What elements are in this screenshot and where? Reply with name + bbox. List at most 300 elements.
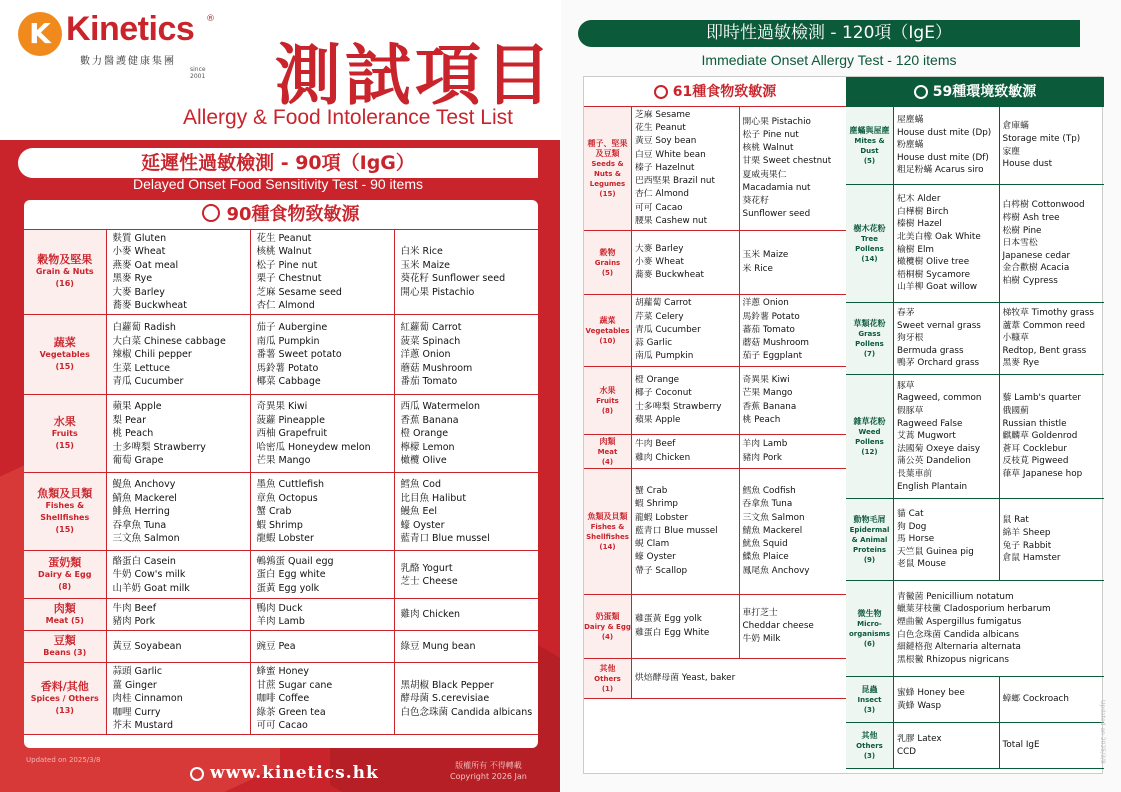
allergen-group-row xyxy=(846,303,1104,375)
allergen-group-label xyxy=(846,375,894,498)
food-group-row xyxy=(24,631,538,663)
allergen-item: 菠蘿 Pineapple xyxy=(256,414,325,426)
copyright-en: Copyright 2026 Jan xyxy=(450,772,527,781)
food-group-row xyxy=(24,315,538,395)
allergen-item: Total IgE xyxy=(1002,740,1040,751)
allergen-item: 俄國薊 xyxy=(1002,406,1029,417)
allergen-item: Sweet vernal grass xyxy=(897,320,981,331)
allergen-item: 狗 Dog xyxy=(897,521,927,532)
group-count: (4) xyxy=(601,632,614,641)
group-en: Mites & Dust xyxy=(854,136,885,155)
allergen-column xyxy=(1000,375,1105,498)
allergen-item: 藍青口 Blue mussel xyxy=(400,533,490,545)
food-column xyxy=(394,230,538,315)
allergen-column xyxy=(632,107,740,230)
group-zh: 魚類及貝類 xyxy=(587,511,628,521)
group-en: Epidermal & Animal Proteins xyxy=(849,525,890,554)
food-column xyxy=(394,551,538,599)
group-zh: 奶蛋類 xyxy=(595,611,620,621)
group-en: Grains xyxy=(594,258,621,267)
allergen-item: 開心果 Pistachio xyxy=(400,286,475,298)
allergen-item: 蕎麥 Buckwheat xyxy=(112,300,187,312)
group-name-zh: 穀物及堅果 xyxy=(37,253,93,267)
allergen-item: 杏仁 Almond xyxy=(635,189,689,200)
allergen-item: 開心果 Pistachio xyxy=(742,116,811,127)
allergen-item: 燕麥 Oat meal xyxy=(112,259,179,271)
group-name-en: Spices / Others xyxy=(30,693,99,703)
group-name-zh: 水果 xyxy=(53,414,76,428)
allergen-item: 蠟葉芽枝黴 Cladosporium herbarum xyxy=(897,604,1051,615)
allergen-group-label xyxy=(846,723,894,768)
allergen-item: 香蕉 Banana xyxy=(400,414,459,426)
group-count: (4) xyxy=(601,457,614,466)
allergen-item: 蝦 Shrimp xyxy=(256,519,303,531)
allergen-item: 鴨肉 Duck xyxy=(256,602,303,614)
allergen-item: 鯡魚 Herring xyxy=(112,506,170,518)
group-count: (15) xyxy=(55,524,74,534)
allergen-group-label xyxy=(584,595,632,658)
allergen-group-row xyxy=(846,581,1104,677)
allergen-item: 米 Rice xyxy=(742,263,773,274)
allergen-item: 菠菜 Spinach xyxy=(400,335,461,347)
allergen-item: 白蘿蔔 Radish xyxy=(112,322,176,334)
allergen-item: 青瓜 Cucumber xyxy=(112,376,184,388)
allergen-item: 榆樹 Elm xyxy=(897,244,934,255)
allergen-column xyxy=(740,435,847,468)
allergen-item: 葵花籽 xyxy=(742,195,769,206)
env-allergen-header xyxy=(846,77,1104,107)
allergen-column xyxy=(740,367,847,434)
allergen-item: 龍蝦 Lobster xyxy=(635,512,689,523)
allergen-item: 芹菜 Celery xyxy=(635,311,684,322)
allergen-item: 辣椒 Chili pepper xyxy=(112,349,192,361)
allergen-item: 蟹 Crab xyxy=(256,506,292,518)
igg-card-header xyxy=(24,200,538,230)
apple-icon xyxy=(202,204,220,222)
group-zh: 肉類 xyxy=(599,436,616,446)
allergen-item: 蕎麥 Buckwheat xyxy=(635,270,704,281)
allergen-item: 椰菜 Cabbage xyxy=(256,376,321,388)
allergen-item: Cheddar cheese xyxy=(742,620,814,631)
allergen-item: 梧桐樹 Sycamore xyxy=(897,269,970,280)
group-en: Weed Pollens xyxy=(855,427,884,446)
food-group-row xyxy=(24,599,538,631)
page-subtitle: Allergy & Food Intolerance Test List xyxy=(183,106,513,129)
allergen-item: 玉米 Maize xyxy=(400,259,451,271)
food-allergen-table xyxy=(584,107,846,699)
allergen-item: 龍蝦 Lobster xyxy=(256,533,314,545)
group-zh: 種子、堅果及豆類 xyxy=(587,138,628,158)
allergen-item: 白米 Rice xyxy=(400,246,443,258)
allergen-item: 鯖魚 Mackerel xyxy=(112,492,177,504)
allergen-item: 洋蔥 Onion xyxy=(400,349,451,361)
allergen-item: 蟹 Crab xyxy=(635,486,668,497)
group-en: Dairy & Egg xyxy=(584,622,631,631)
allergen-item: 梨 Pear xyxy=(112,414,146,426)
allergen-item: 奇異果 Kiwi xyxy=(742,375,790,386)
allergen-item: 芒果 Mango xyxy=(742,388,793,399)
allergen-item: 白梣樹 Cottonwood xyxy=(1002,200,1085,211)
group-count: (8) xyxy=(601,406,614,415)
allergen-item: 榛子 Hazelnut xyxy=(635,162,695,173)
allergen-item: 小麥 Wheat xyxy=(635,256,684,267)
allergen-item: 蕃茄 Tomato xyxy=(742,324,795,335)
allergen-group-label xyxy=(584,231,632,294)
allergen-item: 雞肉 Chicken xyxy=(400,609,461,621)
allergen-item: 細鏈格孢 Alternaria alternata xyxy=(897,642,1021,653)
allergen-item: 黃蜂 Wasp xyxy=(897,700,942,711)
allergen-item: 帶子 Scallop xyxy=(635,565,688,576)
allergen-item: 馬 Horse xyxy=(897,534,935,545)
allergen-item: 咖哩 Curry xyxy=(112,706,161,718)
allergen-item: 大麥 Barley xyxy=(635,243,684,254)
allergen-column xyxy=(740,295,847,366)
group-name-zh: 魚類及貝類 xyxy=(37,486,93,500)
food-column xyxy=(394,599,538,631)
allergen-group-label xyxy=(584,469,632,594)
allergen-item: 青黴菌 Penicillium notatum xyxy=(897,591,1014,602)
group-en: Insect xyxy=(857,695,882,704)
group-zh: 微生物 xyxy=(857,608,882,618)
food-column xyxy=(394,315,538,395)
allergen-item: 白豆 White bean xyxy=(635,149,706,160)
allergen-item: 生菜 Lettuce xyxy=(112,362,171,374)
allergen-item: 煙曲黴 Aspergillus fumigatus xyxy=(897,616,1022,627)
group-count: (14) xyxy=(599,542,616,551)
group-count: (12) xyxy=(861,447,878,456)
allergen-item: 花生 Peanut xyxy=(256,233,312,244)
group-name-zh: 豆類 xyxy=(53,633,76,647)
allergen-item: 葎草 Japanese hop xyxy=(1002,468,1083,479)
allergen-item: 車打芝士 xyxy=(742,607,778,618)
allergen-item: 貓 Cat xyxy=(897,509,924,520)
paw-icon xyxy=(914,85,928,99)
logo-subtitle: 數力醫護健康集團 xyxy=(80,56,176,67)
allergen-item: 鰈魚 Plaice xyxy=(742,552,789,563)
group-zh: 其他 xyxy=(599,663,616,673)
allergen-item: 橄欖 Olive xyxy=(400,455,447,467)
allergen-item: 屋塵蟎 xyxy=(897,115,924,126)
allergen-item: 老鼠 Mouse xyxy=(897,559,946,570)
allergen-item: 乳膠 Latex xyxy=(897,733,942,744)
allergen-item: 番茄 Tomato xyxy=(400,376,458,388)
allergen-item: 栗子 Chestnut xyxy=(256,273,322,285)
logo-mark-icon: K xyxy=(18,12,62,56)
allergen-column xyxy=(740,595,847,658)
food-column xyxy=(106,315,250,395)
allergen-group-row xyxy=(584,469,846,595)
group-name-zh: 肉類 xyxy=(53,601,76,615)
allergen-group-row xyxy=(584,107,846,231)
allergen-item: 蜂蜜 Honey xyxy=(256,666,309,678)
allergen-group-label xyxy=(846,499,894,580)
updated-note-right: Updated on 2025/3/8 xyxy=(1099,700,1106,764)
allergen-item: 蒜 Garlic xyxy=(635,338,673,349)
allergen-item: 可可 Cacao xyxy=(635,202,683,213)
allergen-item: 麩質 Gluten xyxy=(112,233,167,244)
food-column xyxy=(106,473,250,551)
group-zh: 昆蟲 xyxy=(861,684,878,694)
food-column xyxy=(250,395,394,473)
left-page xyxy=(0,0,560,792)
allergen-group-row xyxy=(584,231,846,295)
group-count: (14) xyxy=(861,254,878,263)
allergen-item: 番薯 Sweet potato xyxy=(256,349,342,361)
allergen-item: 南瓜 Pumpkin xyxy=(635,351,694,362)
igg-card-title: 90種食物致敏源 xyxy=(226,204,360,225)
allergen-group-label xyxy=(584,107,632,230)
allergen-item: 蜆 Clam xyxy=(635,539,670,550)
allergen-item: 甘栗 Sweet chestnut xyxy=(742,156,832,167)
allergen-group-label xyxy=(846,581,894,676)
allergen-item: 鳳尾魚 Anchovy xyxy=(742,565,810,576)
group-name-zh: 蔬菜 xyxy=(53,335,76,349)
allergen-item: 倉庫蟎 xyxy=(1002,121,1029,132)
allergen-column xyxy=(740,469,847,594)
allergen-item: Macadamia nut xyxy=(742,182,811,193)
group-count: (15) xyxy=(55,361,74,371)
allergen-item: 麒麟草 Goldenrod xyxy=(1002,431,1078,442)
allergen-column xyxy=(1000,499,1105,580)
food-allergen-header xyxy=(584,77,846,107)
group-zh: 塵蟎與屋塵 xyxy=(849,125,890,135)
group-zh: 草類花粉 xyxy=(853,318,886,328)
allergen-item: 鴨茅 Orchard grass xyxy=(897,358,980,369)
food-group-label xyxy=(24,663,106,735)
allergen-item: 橄欖樹 Olive tree xyxy=(897,257,970,268)
allergen-item: 西柚 Grapefruit xyxy=(256,428,328,440)
globe-icon xyxy=(190,767,204,781)
allergen-item: 小麥 Wheat xyxy=(112,246,166,258)
allergen-group-label xyxy=(846,303,894,374)
allergen-column xyxy=(632,435,740,468)
group-count: (13) xyxy=(55,705,74,715)
allergen-item: 綠豆 Mung bean xyxy=(400,641,476,653)
allergen-item: 蛋黃 Egg yolk xyxy=(256,582,320,594)
allergen-item: 核桃 Walnut xyxy=(742,143,794,154)
allergen-item: 蛋白 Egg white xyxy=(256,569,326,581)
group-count: (16) xyxy=(55,279,74,289)
food-column xyxy=(394,663,538,735)
ige-card xyxy=(583,76,1103,774)
allergen-item: 小糠草 xyxy=(1002,333,1029,344)
allergen-column xyxy=(740,231,847,294)
allergen-column xyxy=(894,581,1104,676)
allergen-item: 大白菜 Chinese cabbage xyxy=(112,335,226,347)
food-column xyxy=(250,315,394,395)
group-name-en: Meat (5) xyxy=(45,615,84,625)
allergen-item: 羊肉 Lamb xyxy=(256,615,305,627)
allergen-item: 魷魚 Squid xyxy=(742,539,788,550)
group-count: (8) xyxy=(58,581,72,591)
group-name-en: Fishes & Shellfishes xyxy=(40,500,90,522)
allergen-item: 牛肉 Beef xyxy=(112,602,157,614)
allergen-item: 松子 Pine nut xyxy=(256,259,318,271)
group-zh: 樹木花粉 xyxy=(853,223,886,233)
group-en: Micro-organisms xyxy=(848,619,890,638)
allergen-item: 花生 Peanut xyxy=(635,123,686,134)
allergen-item: 吞拿魚 Tuna xyxy=(742,499,793,510)
allergen-column xyxy=(632,659,846,698)
allergen-item: 梣樹 Ash tree xyxy=(1002,213,1060,224)
allergen-item: 巴西堅果 Brazil nut xyxy=(635,176,715,187)
page-title: 測試項目 xyxy=(275,37,555,114)
allergen-item: 蘑菇 Mushroom xyxy=(742,338,809,349)
allergen-item: 比目魚 Halibut xyxy=(400,492,467,504)
allergen-item: 兔子 Rabbit xyxy=(1002,540,1052,551)
apple-icon xyxy=(654,85,668,99)
food-group-label xyxy=(24,395,106,473)
group-zh: 水果 xyxy=(599,385,616,395)
allergen-item: 章魚 Octopus xyxy=(256,492,318,504)
allergen-group-row xyxy=(584,295,846,367)
allergen-column xyxy=(632,469,740,594)
food-column xyxy=(106,230,250,315)
allergen-group-label xyxy=(584,295,632,366)
right-page xyxy=(561,0,1121,792)
group-zh: 穀物 xyxy=(599,247,616,257)
allergen-item: 黃豆 Soyabean xyxy=(112,641,182,653)
allergen-item: 柏樹 Cypress xyxy=(1002,275,1058,286)
allergen-item: 白色念珠菌 Candida albicans xyxy=(897,629,1019,640)
allergen-item: 橙 Orange xyxy=(400,428,449,440)
igg-food-table xyxy=(24,230,538,735)
allergen-item: Redtop, Bent grass xyxy=(1002,345,1087,356)
allergen-column xyxy=(894,107,1000,184)
allergen-item: 吞拿魚 Tuna xyxy=(112,519,167,531)
allergen-item: 酵母菌 S.cerevisiae xyxy=(400,693,490,705)
allergen-item: 馬鈴薯 Potato xyxy=(256,362,319,374)
allergen-column xyxy=(894,303,1000,374)
allergen-group-row xyxy=(846,185,1104,303)
allergen-item: 牛奶 Milk xyxy=(742,634,781,645)
allergen-item: 北美白橡 Oak White xyxy=(897,231,981,242)
allergen-item: 哈密瓜 Honeydew melon xyxy=(256,441,371,453)
allergen-item: 茄子 Aubergine xyxy=(256,322,328,334)
env-allergen-title: 59種環境致敏源 xyxy=(932,84,1037,100)
food-group-label xyxy=(24,473,106,551)
group-en: Others xyxy=(856,741,883,750)
allergen-item: 蜜蜂 Honey bee xyxy=(897,687,965,698)
food-column xyxy=(106,551,250,599)
allergen-item: 黑胡椒 Black Pepper xyxy=(400,679,494,691)
allergen-group-label xyxy=(846,677,894,722)
allergen-item: 白樺樹 Birch xyxy=(897,206,949,217)
allergen-item: 綿羊 Sheep xyxy=(1002,527,1051,538)
allergen-item: 雞蛋黃 Egg yolk xyxy=(635,614,702,625)
allergen-item: 雞肉 Chicken xyxy=(635,452,691,463)
food-column xyxy=(250,599,394,631)
group-name-zh: 蛋奶類 xyxy=(48,555,82,569)
allergen-item: 杏仁 Almond xyxy=(256,300,315,312)
allergen-group-label xyxy=(584,659,632,698)
food-group-row xyxy=(24,230,538,315)
food-column xyxy=(106,599,250,631)
group-en: Meat xyxy=(597,447,618,456)
allergen-group-label xyxy=(584,367,632,434)
food-group-label xyxy=(24,631,106,663)
allergen-item: 乳酪 Yogurt xyxy=(400,562,453,574)
allergen-item: 葡萄 Grape xyxy=(112,455,164,467)
group-zh: 動物毛屑 xyxy=(853,514,886,524)
allergen-item: 豬肉 Pork xyxy=(112,615,156,627)
ige-subtitle: Immediate Onset Allergy Test - 120 items xyxy=(701,52,957,68)
allergen-item: 藍青口 Blue mussel xyxy=(635,525,718,536)
allergen-column xyxy=(894,677,1000,722)
group-count: (9) xyxy=(863,555,876,564)
group-en: Grass Pollens xyxy=(855,329,884,348)
allergen-item: 蒲公英 Dandelion xyxy=(897,456,971,467)
allergen-column xyxy=(632,367,740,434)
allergen-group-label xyxy=(584,435,632,468)
allergen-item: 鰻魚 Eel xyxy=(400,506,438,518)
group-name-en: Fruits xyxy=(51,428,78,438)
allergen-item: CCD xyxy=(897,746,917,757)
food-column xyxy=(250,230,394,315)
allergen-item: 蠔 Oyster xyxy=(400,519,445,531)
allergen-item: 洋蔥 Onion xyxy=(742,298,789,309)
group-en: Tree Pollens xyxy=(855,234,884,253)
food-column xyxy=(106,631,250,663)
allergen-column xyxy=(632,231,740,294)
website-text: www.kinetics.hk xyxy=(210,763,379,783)
food-allergen-title: 61種食物致敏源 xyxy=(672,84,777,100)
group-count: (3) xyxy=(863,705,876,714)
allergen-column xyxy=(1000,723,1105,768)
allergen-item: 家塵 xyxy=(1002,146,1021,157)
allergen-item: 肉桂 Cinnamon xyxy=(112,693,183,705)
allergen-item: 胡蘿蔔 Carrot xyxy=(635,298,692,309)
group-count: (15) xyxy=(55,440,74,450)
website-link[interactable] xyxy=(190,763,379,783)
allergen-item: 檸檬 Lemon xyxy=(400,441,455,453)
logo-registered: ® xyxy=(206,14,215,24)
allergen-item: 夏威夷果仁 xyxy=(742,169,787,180)
allergen-item: 可可 Cacao xyxy=(256,720,308,732)
allergen-item: Russian thistle xyxy=(1002,418,1067,429)
allergen-item: 黑根黴 Rhizopus nigricans xyxy=(897,654,1009,665)
allergen-item: 鱈魚 Cod xyxy=(400,479,441,491)
ige-title: 即時性過敏檢測 - 120項（IgE） xyxy=(578,20,1080,47)
allergen-item: 三文魚 Salmon xyxy=(742,512,805,523)
allergen-item: Ragweed, common xyxy=(897,393,982,404)
igg-food-card xyxy=(24,200,538,748)
group-count: (7) xyxy=(863,349,876,358)
allergen-item: 艾蒿 Mugwort xyxy=(897,431,956,442)
allergen-item: 法國菊 Oxeye daisy xyxy=(897,443,981,454)
food-column xyxy=(394,631,538,663)
allergen-item: 鯖魚 Mackerel xyxy=(742,525,803,536)
allergen-item: 杞木 Alder xyxy=(897,194,941,205)
group-name-en: Dairy & Egg xyxy=(38,569,92,579)
allergen-item: 蠔 Oyster xyxy=(635,552,676,563)
allergen-item: 玉米 Maize xyxy=(742,250,789,261)
allergen-item: 大麥 Barley xyxy=(112,286,165,298)
allergen-item: 士多啤梨 Strawberry xyxy=(635,401,722,412)
allergen-item: 反枝莧 Pigweed xyxy=(1002,456,1069,467)
allergen-item: 日本雪松 xyxy=(1002,238,1038,249)
allergen-item: 山羊柳 Goat willow xyxy=(897,282,978,293)
allergen-column xyxy=(894,499,1000,580)
allergen-item: 綠茶 Green tea xyxy=(256,706,326,718)
kinetics-logo xyxy=(18,10,218,80)
food-column xyxy=(250,663,394,735)
allergen-column xyxy=(894,723,1000,768)
food-group-label xyxy=(24,599,106,631)
allergen-item: 豚草 xyxy=(897,380,915,391)
allergen-item: 芝麻 Sesame seed xyxy=(256,286,342,298)
allergen-item: 藜 Lamb's quarter xyxy=(1002,393,1081,404)
